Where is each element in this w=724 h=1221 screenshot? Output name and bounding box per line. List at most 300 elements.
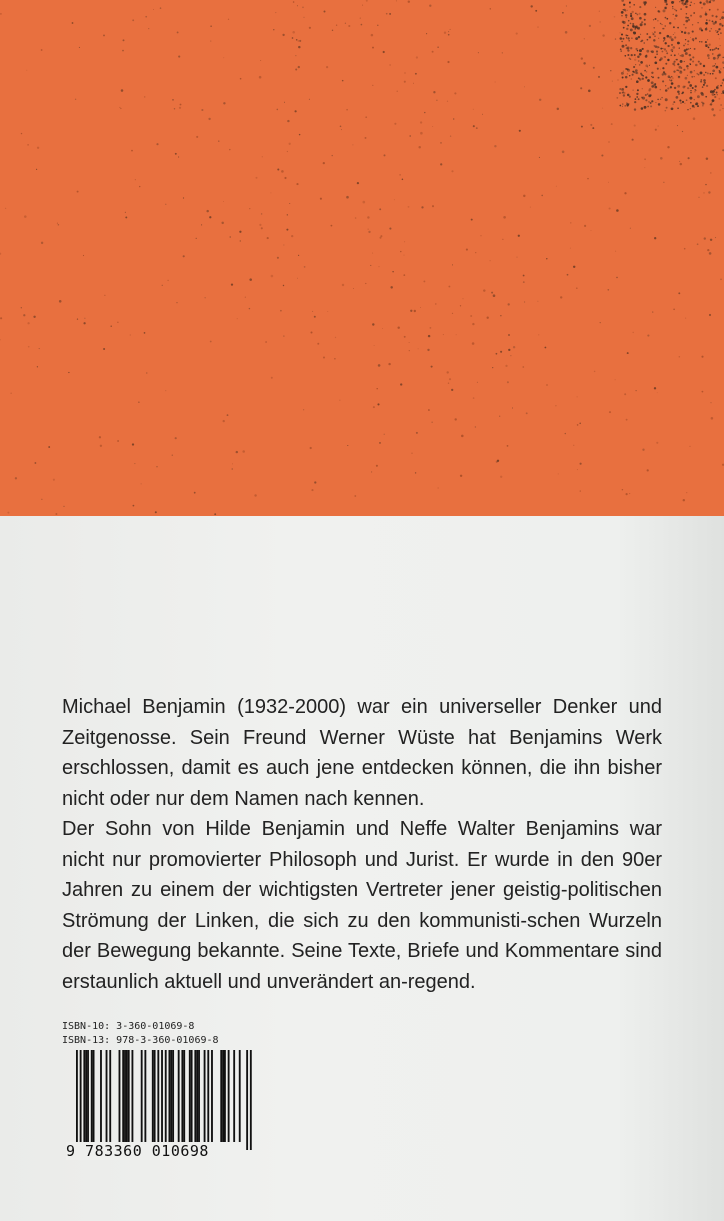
speckle-dot bbox=[524, 302, 525, 303]
speckle-dot bbox=[691, 76, 693, 78]
speckle-dot bbox=[309, 99, 310, 100]
speckle-dot bbox=[662, 28, 664, 30]
speckle-dot bbox=[130, 334, 131, 335]
speckle-dot bbox=[397, 326, 399, 328]
speckle-dot bbox=[663, 37, 665, 39]
speckle-dot bbox=[624, 393, 626, 395]
speckle-dot bbox=[287, 120, 289, 122]
speckle-dot bbox=[283, 336, 284, 337]
speckle-dot bbox=[633, 66, 635, 68]
speckle-dot bbox=[41, 499, 42, 500]
speckle-dot bbox=[688, 81, 690, 83]
speckle-dot bbox=[580, 87, 582, 89]
speckle-dot bbox=[541, 195, 543, 197]
speckle-dot bbox=[631, 78, 633, 80]
speckle-dot bbox=[679, 161, 680, 162]
speckle-dot bbox=[384, 154, 386, 156]
speckle-dot bbox=[103, 34, 105, 36]
speckle-dot bbox=[180, 104, 182, 106]
speckle-dot bbox=[645, 99, 647, 101]
speckle-dot bbox=[472, 323, 474, 325]
speckle-dot bbox=[454, 418, 456, 420]
speckle-dot bbox=[715, 21, 717, 23]
speckle-dot bbox=[577, 469, 578, 470]
speckle-dot bbox=[297, 5, 298, 6]
speckle-dot bbox=[460, 475, 462, 477]
speckle-dot bbox=[432, 422, 433, 423]
speckle-dot bbox=[400, 251, 401, 252]
speckle-dot bbox=[627, 47, 629, 49]
speckle-dot bbox=[287, 151, 288, 152]
speckle-dot bbox=[637, 89, 639, 91]
speckle-dot bbox=[615, 379, 616, 380]
speckle-dot bbox=[155, 511, 157, 513]
speckle-dot bbox=[666, 3, 668, 5]
speckle-dot bbox=[382, 328, 383, 329]
speckle-dot bbox=[277, 109, 279, 111]
speckle-dot bbox=[491, 292, 493, 294]
speckle-dot bbox=[431, 366, 433, 368]
speckle-dot bbox=[654, 56, 656, 58]
speckle-dot bbox=[296, 39, 298, 41]
speckle-dot bbox=[451, 389, 453, 391]
speckle-dot bbox=[654, 86, 657, 89]
speckle-dot bbox=[590, 124, 592, 126]
speckle-dot bbox=[487, 317, 489, 319]
speckle-dot bbox=[629, 6, 631, 8]
speckle-dot bbox=[657, 392, 658, 393]
speckle-dot bbox=[713, 22, 716, 25]
speckle-dot bbox=[662, 67, 664, 69]
speckle-dot bbox=[709, 252, 712, 255]
speckle-dot bbox=[678, 93, 680, 95]
speckle-dot bbox=[651, 81, 654, 84]
barcode-bar bbox=[246, 1050, 248, 1150]
speckle-dot bbox=[712, 65, 714, 67]
speckle-dot bbox=[635, 37, 638, 40]
speckle-dot bbox=[707, 249, 709, 251]
speckle-dot bbox=[688, 48, 690, 50]
speckle-dot bbox=[347, 445, 348, 446]
speckle-dot bbox=[557, 108, 559, 110]
speckle-dot bbox=[711, 102, 712, 103]
speckle-dot bbox=[696, 73, 698, 75]
speckle-dot bbox=[120, 108, 121, 109]
speckle-dot bbox=[665, 98, 668, 101]
speckle-dot bbox=[602, 108, 603, 109]
speckle-dot bbox=[119, 107, 120, 108]
cover-color-band bbox=[0, 0, 724, 516]
speckle-dot bbox=[314, 481, 316, 483]
speckle-dot bbox=[710, 172, 712, 174]
speckle-dot bbox=[717, 9, 719, 11]
speckle-dot bbox=[411, 453, 412, 454]
speckle-dot bbox=[324, 11, 326, 13]
speckle-dot bbox=[125, 216, 127, 218]
speckle-dot bbox=[404, 72, 406, 74]
speckle-dot bbox=[426, 33, 427, 34]
barcode-bar bbox=[172, 1050, 174, 1142]
speckle-dot bbox=[715, 77, 717, 79]
speckle-dot bbox=[562, 12, 564, 14]
speckle-dot bbox=[599, 11, 600, 12]
speckle-dot bbox=[334, 358, 336, 360]
speckle-dot bbox=[705, 96, 707, 98]
speckle-dot bbox=[362, 5, 363, 6]
speckle-dot bbox=[650, 102, 652, 104]
speckle-dot bbox=[579, 423, 581, 425]
speckle-dot bbox=[642, 97, 645, 100]
speckle-dot bbox=[649, 36, 651, 38]
speckle-dot bbox=[496, 353, 498, 355]
speckle-dot bbox=[261, 213, 263, 215]
speckle-dot bbox=[372, 253, 373, 254]
speckle-dot bbox=[663, 71, 665, 73]
speckle-dot bbox=[546, 384, 548, 386]
speckle-dot bbox=[502, 52, 503, 53]
barcode-bar bbox=[178, 1050, 180, 1142]
speckle-dot bbox=[365, 137, 367, 139]
speckle-dot bbox=[685, 39, 686, 40]
speckle-dot bbox=[695, 85, 697, 87]
speckle-dot bbox=[299, 134, 300, 135]
speckle-dot bbox=[0, 13, 2, 15]
speckle-dot bbox=[473, 109, 474, 110]
speckle-dot bbox=[720, 104, 721, 105]
barcode-bar bbox=[80, 1050, 82, 1150]
speckle-dot bbox=[26, 70, 27, 71]
speckle-dot bbox=[414, 310, 416, 312]
speckle-dot bbox=[609, 411, 611, 413]
speckle-dot bbox=[685, 20, 688, 23]
speckle-dot bbox=[493, 294, 496, 297]
speckle-dot bbox=[522, 366, 524, 368]
speckle-dot bbox=[637, 14, 639, 16]
speckle-dot bbox=[708, 57, 710, 59]
speckle-dot bbox=[694, 91, 695, 92]
speckle-dot bbox=[647, 469, 649, 471]
speckle-dot bbox=[665, 89, 668, 92]
speckle-dot bbox=[123, 39, 125, 41]
speckle-dot bbox=[602, 34, 604, 36]
speckle-dot bbox=[685, 318, 686, 319]
speckle-dot bbox=[633, 4, 635, 6]
speckle-dot bbox=[565, 31, 568, 34]
speckle-dot bbox=[196, 238, 197, 239]
speckle-dot bbox=[386, 13, 388, 15]
speckle-dot bbox=[363, 201, 366, 204]
speckle-dot bbox=[664, 56, 665, 57]
speckle-dot bbox=[689, 54, 691, 56]
speckle-dot bbox=[705, 12, 706, 13]
speckle-dot bbox=[719, 38, 720, 39]
speckle-dot bbox=[365, 116, 367, 118]
speckle-dot bbox=[432, 126, 433, 127]
speckle-dot bbox=[678, 53, 679, 54]
speckle-dot bbox=[437, 47, 438, 48]
speckle-dot bbox=[591, 230, 592, 231]
speckle-dot bbox=[640, 23, 643, 26]
speckle-dot bbox=[707, 39, 708, 40]
speckle-dot bbox=[636, 72, 638, 74]
speckle-dot bbox=[686, 99, 688, 101]
speckle-dot bbox=[214, 513, 216, 515]
speckle-dot bbox=[473, 397, 475, 399]
speckle-dot bbox=[635, 48, 637, 50]
speckle-dot bbox=[502, 239, 503, 240]
barcode-bar bbox=[119, 1050, 121, 1142]
speckle-dot bbox=[37, 366, 38, 367]
speckle-dot bbox=[389, 13, 391, 15]
speckle-dot bbox=[201, 224, 202, 225]
speckle-dot bbox=[311, 489, 313, 491]
speckle-dot bbox=[5, 208, 6, 209]
speckle-dot bbox=[644, 4, 646, 6]
speckle-dot bbox=[622, 45, 625, 48]
speckle-dot bbox=[671, 1, 674, 4]
barcode-bar bbox=[222, 1050, 224, 1142]
speckle-dot bbox=[558, 473, 559, 474]
speckle-dot bbox=[461, 435, 464, 438]
speckle-dot bbox=[162, 285, 163, 286]
barcode-bar bbox=[211, 1050, 213, 1142]
speckle-dot bbox=[693, 117, 696, 120]
speckle-dot bbox=[295, 55, 296, 56]
speckle-dot bbox=[408, 0, 410, 2]
speckle-dot bbox=[718, 54, 721, 57]
speckle-dot bbox=[450, 135, 451, 136]
speckle-dot bbox=[653, 27, 655, 29]
speckle-dot bbox=[644, 19, 646, 21]
speckle-dot bbox=[677, 75, 678, 76]
speckle-dot bbox=[223, 420, 225, 422]
speckle-dot bbox=[584, 225, 586, 227]
speckle-dot bbox=[721, 93, 722, 94]
speckle-dot bbox=[240, 240, 241, 241]
barcode-bar bbox=[91, 1050, 93, 1142]
speckle-dot bbox=[122, 50, 124, 52]
speckle-dot bbox=[715, 30, 716, 31]
speckle-dot bbox=[490, 8, 491, 9]
speckle-dot bbox=[621, 88, 624, 91]
speckle-dot bbox=[480, 235, 481, 236]
speckle-dot bbox=[440, 142, 441, 143]
speckle-dot bbox=[676, 69, 678, 71]
speckle-dot bbox=[312, 311, 313, 312]
speckle-dot bbox=[671, 55, 672, 56]
speckle-dot bbox=[720, 19, 721, 20]
speckle-dot bbox=[473, 125, 475, 127]
speckle-dot bbox=[456, 334, 457, 335]
speckle-dot bbox=[421, 206, 423, 208]
speckle-dot bbox=[298, 66, 300, 68]
speckle-dot bbox=[167, 280, 168, 281]
speckle-dot bbox=[524, 87, 525, 88]
speckle-dot bbox=[302, 6, 304, 8]
speckle-dot bbox=[273, 29, 274, 30]
speckle-dot bbox=[79, 47, 80, 48]
speckle-dot bbox=[360, 17, 361, 18]
speckle-dot bbox=[289, 203, 290, 204]
barcode-bar bbox=[106, 1050, 108, 1142]
speckle-dot bbox=[368, 229, 369, 230]
speckle-dot bbox=[665, 110, 667, 112]
barcode-bar bbox=[141, 1050, 143, 1142]
speckle-dot bbox=[649, 65, 650, 66]
speckle-dot bbox=[661, 97, 662, 98]
speckle-dot bbox=[466, 249, 468, 251]
speckle-dot bbox=[655, 7, 656, 8]
speckle-dot bbox=[715, 16, 717, 18]
speckle-dot bbox=[672, 51, 673, 52]
speckle-dot bbox=[104, 295, 105, 296]
speckle-dot bbox=[523, 275, 525, 277]
speckle-dot bbox=[632, 11, 634, 13]
speckle-dot bbox=[701, 356, 703, 358]
speckle-dot bbox=[135, 179, 136, 180]
speckle-dot bbox=[565, 433, 566, 434]
speckle-dot bbox=[323, 356, 325, 358]
speckle-dot bbox=[652, 311, 653, 312]
speckle-dot bbox=[48, 446, 50, 448]
speckle-dot bbox=[298, 255, 299, 256]
speckle-dot bbox=[683, 86, 686, 89]
speckle-dot bbox=[694, 3, 695, 4]
speckle-dot bbox=[671, 107, 674, 110]
speckle-dot bbox=[210, 41, 211, 42]
speckle-dot bbox=[287, 214, 288, 215]
speckle-dot bbox=[635, 98, 637, 100]
speckle-dot bbox=[629, 3, 630, 4]
speckle-dot bbox=[676, 96, 679, 99]
speckle-dot bbox=[177, 31, 179, 33]
speckle-dot bbox=[628, 103, 629, 104]
speckle-dot bbox=[671, 82, 674, 85]
speckle-dot bbox=[653, 39, 655, 41]
speckle-dot bbox=[297, 278, 298, 279]
barcode-bar bbox=[83, 1050, 85, 1142]
speckle-dot bbox=[627, 105, 629, 107]
speckle-dot bbox=[662, 80, 664, 82]
speckle-dot bbox=[348, 25, 350, 27]
speckle-dot bbox=[261, 227, 263, 229]
speckle-dot bbox=[633, 71, 635, 73]
speckle-dot bbox=[688, 157, 690, 159]
speckle-dot bbox=[644, 42, 645, 43]
speckle-dot bbox=[508, 303, 510, 305]
speckle-dot bbox=[368, 231, 370, 233]
speckle-dot bbox=[622, 91, 624, 93]
speckle-dot bbox=[638, 98, 640, 100]
speckle-dot bbox=[397, 91, 398, 92]
speckle-dot bbox=[295, 110, 297, 112]
speckle-dot bbox=[507, 445, 509, 447]
speckle-dot bbox=[424, 112, 425, 113]
speckle-dot bbox=[626, 28, 628, 30]
speckle-dot bbox=[620, 48, 622, 50]
speckle-dot bbox=[690, 108, 691, 109]
speckle-dot bbox=[704, 237, 706, 239]
speckle-dot bbox=[713, 114, 715, 116]
speckle-dot bbox=[513, 346, 515, 348]
speckle-dot bbox=[705, 184, 706, 185]
speckle-dot bbox=[55, 513, 57, 515]
speckle-dot bbox=[453, 118, 454, 119]
speckle-dot bbox=[652, 32, 653, 33]
speckle-dot bbox=[682, 131, 683, 132]
speckle-dot bbox=[332, 155, 333, 156]
speckle-dot bbox=[716, 31, 718, 33]
speckle-dot bbox=[644, 23, 646, 25]
speckle-dot bbox=[673, 34, 674, 35]
speckle-dot bbox=[523, 195, 525, 197]
speckle-dot bbox=[353, 288, 354, 289]
speckle-dot bbox=[507, 381, 509, 383]
speckle-dot bbox=[641, 21, 643, 23]
speckle-dot bbox=[720, 68, 721, 69]
speckle-dot bbox=[674, 54, 676, 56]
speckle-dot bbox=[629, 96, 631, 98]
speckle-dot bbox=[687, 3, 688, 4]
speckle-dot bbox=[376, 388, 377, 389]
speckle-dot bbox=[712, 99, 715, 102]
speckle-dot bbox=[57, 223, 58, 224]
speckle-dot bbox=[687, 32, 689, 34]
speckle-dot bbox=[658, 126, 659, 127]
speckle-dot bbox=[673, 14, 674, 15]
speckle-dot bbox=[372, 323, 374, 325]
speckle-dot bbox=[701, 29, 703, 31]
speckle-dot bbox=[409, 350, 410, 351]
speckle-dot bbox=[601, 154, 603, 156]
barcode-bar bbox=[144, 1050, 146, 1142]
speckle-dot bbox=[510, 355, 511, 356]
barcode-bar bbox=[169, 1050, 171, 1142]
speckle-dot bbox=[687, 40, 689, 42]
speckle-dot bbox=[331, 225, 333, 227]
speckle-dot bbox=[260, 60, 261, 61]
speckle-dot bbox=[448, 383, 449, 384]
speckle-dot bbox=[678, 42, 680, 44]
speckle-dot bbox=[505, 365, 507, 367]
speckle-dot bbox=[205, 297, 206, 298]
speckle-dot bbox=[377, 25, 378, 26]
speckle-dot bbox=[685, 6, 687, 8]
speckle-dot bbox=[249, 308, 250, 309]
speckle-dot bbox=[518, 235, 520, 237]
speckle-dot bbox=[637, 50, 639, 52]
speckle-dot bbox=[686, 65, 689, 68]
speckle-dot bbox=[671, 38, 674, 41]
speckle-dot bbox=[634, 59, 636, 61]
speckle-dot bbox=[642, 449, 644, 451]
speckle-dot bbox=[675, 10, 677, 12]
speckle-dot bbox=[690, 1, 692, 3]
speckle-dot bbox=[674, 61, 676, 63]
speckle-dot bbox=[629, 493, 630, 494]
speckle-dot bbox=[646, 33, 648, 35]
speckle-dot bbox=[447, 101, 448, 102]
speckle-dot bbox=[620, 50, 621, 51]
speckle-dot bbox=[354, 495, 356, 497]
speckle-dot bbox=[674, 32, 675, 33]
speckle-dot bbox=[616, 209, 619, 212]
speckle-dot bbox=[660, 69, 661, 70]
speckle-dot bbox=[428, 409, 430, 411]
speckle-dot bbox=[539, 99, 541, 101]
speckle-dot bbox=[706, 158, 708, 160]
speckle-dot bbox=[690, 15, 692, 17]
